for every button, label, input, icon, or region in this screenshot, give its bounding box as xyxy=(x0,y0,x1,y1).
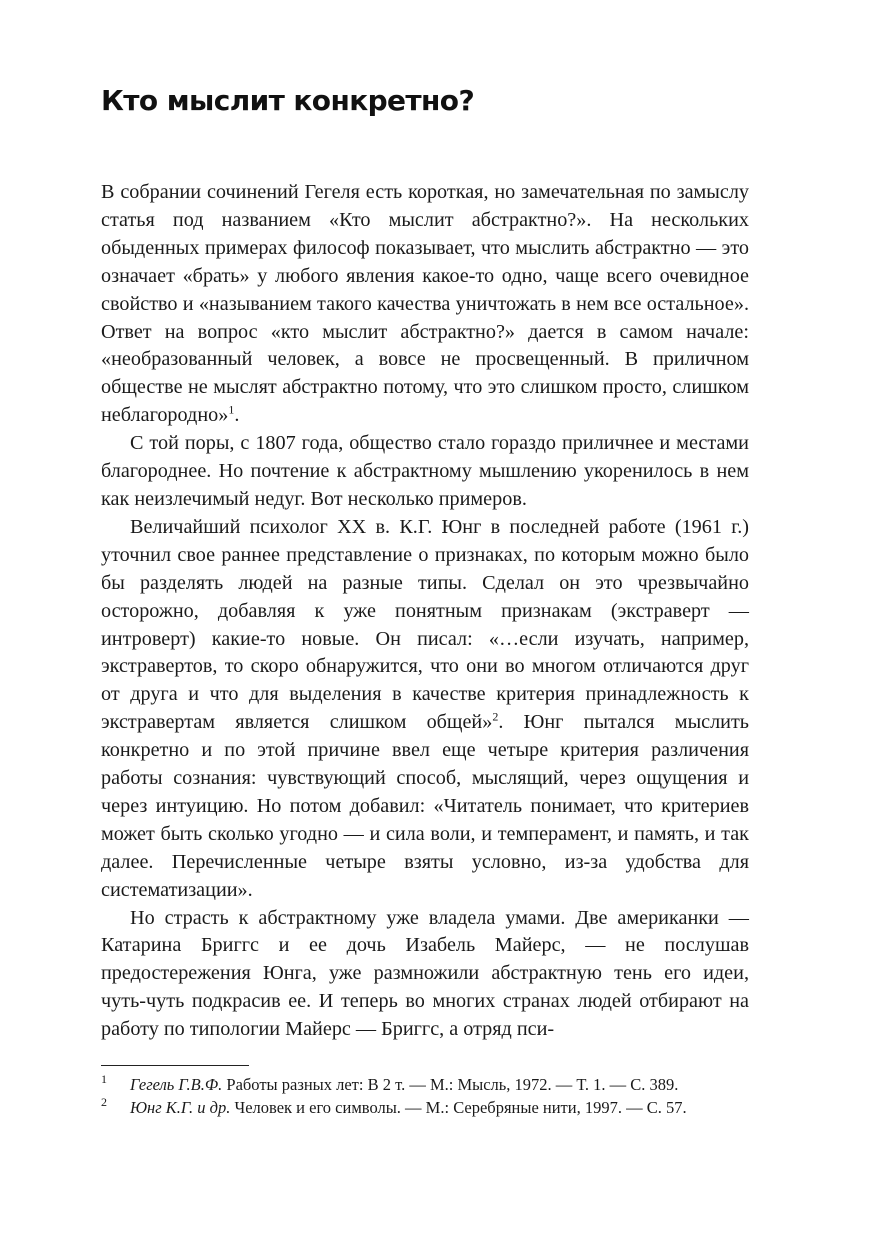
paragraph-2: С той поры, с 1807 года, общество стало гораздо приличнее и местами благороднее. Но почтение к абстрактному мышлению укоренилось в нем как неизлечимый недуг. Вот несколько примеров. xyxy=(101,432,749,510)
paragraph-1 xyxy=(101,179,749,430)
paragraph-3 xyxy=(101,514,749,905)
footnote-number: 2 xyxy=(101,1095,107,1109)
footnote-author: Гегель Г.В.Ф. xyxy=(130,1075,223,1094)
paragraph-3-text: Величайший психолог XX в. К.Г. Юнг в последней работе (1961 г.) уточнил свое раннее представление о признаках, по которым можно было бы разделять людей на разные типы. Сделал он это чрезвычайно осторожно, добавляя к уже понятным признакам (экстраверт — интроверт) какие-то новые. Он писал: «…если изучать, например, экстравертов, то скоро обнаружится, что они во многом отличаются друг от друга и что для выделения в качестве критерия принадлежность к экстравертам является слишком общей» xyxy=(101,515,749,734)
footnote-divider xyxy=(101,1065,249,1066)
footnotes xyxy=(101,1073,761,1119)
footnote-text: Человек и его символы. — М.: Серебряные нити, 1997. — С. 57. xyxy=(230,1098,687,1117)
paragraph-1-tail: . xyxy=(234,404,240,427)
footnote-ref-2[interactable]: 2 xyxy=(492,709,499,724)
paragraph-3-tail: . Юнг пытался мыслить конкретно и по этой причине ввел еще четыре критерия различения работы сознания: чувствующий способ, мыслящий, через ощущения и через интуицию. Но потом добавил: «Читатель понимает, что критериев может быть сколько угодно — и сила воли, и темперамент, и память, и так далее. Перечисленные четыре взяты условно, из-за удобства для систематизации». xyxy=(101,711,749,901)
main-text xyxy=(101,179,749,1044)
footnote-ref-1[interactable]: 1 xyxy=(228,402,235,417)
footnote-2 xyxy=(101,1096,761,1119)
footnote-number: 1 xyxy=(101,1072,107,1086)
page-title: Кто мыслит конкретно? xyxy=(101,84,475,117)
paragraph-4: Но страсть к абстрактному уже владела умами. Две американки — Катарина Бриггс и ее дочь Изабель Майерс, — не послушав предостережения Юнга, уже размножили абстрактную тень его идеи, чуть-чуть подкрасив ее. И теперь во многих странах людей отбирают на работу по типологии Майерс — Бриггс, а отряд пси- xyxy=(101,906,749,1041)
footnote-author: Юнг К.Г. и др. xyxy=(130,1098,231,1117)
paragraph-1-text: В собрании сочинений Гегеля есть короткая, но замечательная по замыслу статья под названием «Кто мыслит абстрактно?». На нескольких обыденных примерах философ показывает, что мыслить абстрактно — это означает «брать» у любого явления какое-то одно, чаще всего очевидное свойство и «называнием такого качества уничтожать в нем все остальное». Ответ на вопрос «кто мыслит абстрактно?» дается в самом начале: «необразованный человек, а вовсе не просвещенный. В приличном обществе не мыслят абстрактно потому, что это слишком просто, слишком неблагородно» xyxy=(101,181,749,427)
footnote-1 xyxy=(101,1073,761,1096)
footnote-text: Работы разных лет: В 2 т. — М.: Мысль, 1972. — Т. 1. — С. 389. xyxy=(222,1075,679,1094)
